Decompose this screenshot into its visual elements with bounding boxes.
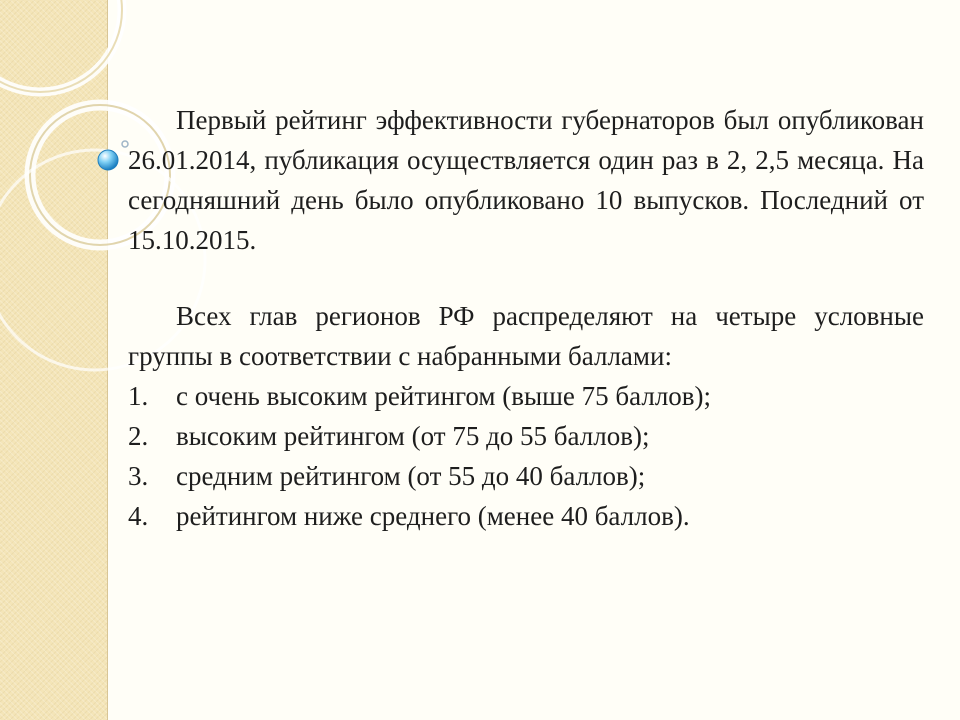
paragraph-first: Первый рейтинг эффективности губернаторов был опубликован 26.01.2014, публикация осуществляется один раз в 2, 2,5 месяца. На сегодняшний день было опубликовано 10 выпусков. Последний от 15.10.2015. <box>128 105 924 255</box>
slide-body <box>128 100 924 536</box>
list-item-text: с очень высоким рейтингом (выше 75 баллов); <box>176 381 712 411</box>
paragraph-gap <box>128 260 924 296</box>
list-item-text: высоким рейтингом (от 75 до 55 баллов); <box>176 421 650 451</box>
list-item <box>128 376 924 416</box>
list-item-number: 4. <box>128 501 149 531</box>
list-item-number: 1. <box>128 381 149 411</box>
list-item-number: 2. <box>128 421 149 451</box>
list-item-text: рейтингом ниже среднего (менее 40 баллов). <box>176 501 690 531</box>
list-item-text: средним рейтингом (от 55 до 40 баллов); <box>176 461 646 491</box>
list-item <box>128 496 924 536</box>
list-item <box>128 456 924 496</box>
rating-groups-list <box>128 376 924 536</box>
decorative-side-band <box>0 0 108 720</box>
list-item <box>128 416 924 456</box>
paragraph-second: Всех глав регионов РФ распределяют на четыре условные группы в соответствии с набранными баллами: <box>128 301 924 371</box>
list-item-number: 3. <box>128 461 149 491</box>
